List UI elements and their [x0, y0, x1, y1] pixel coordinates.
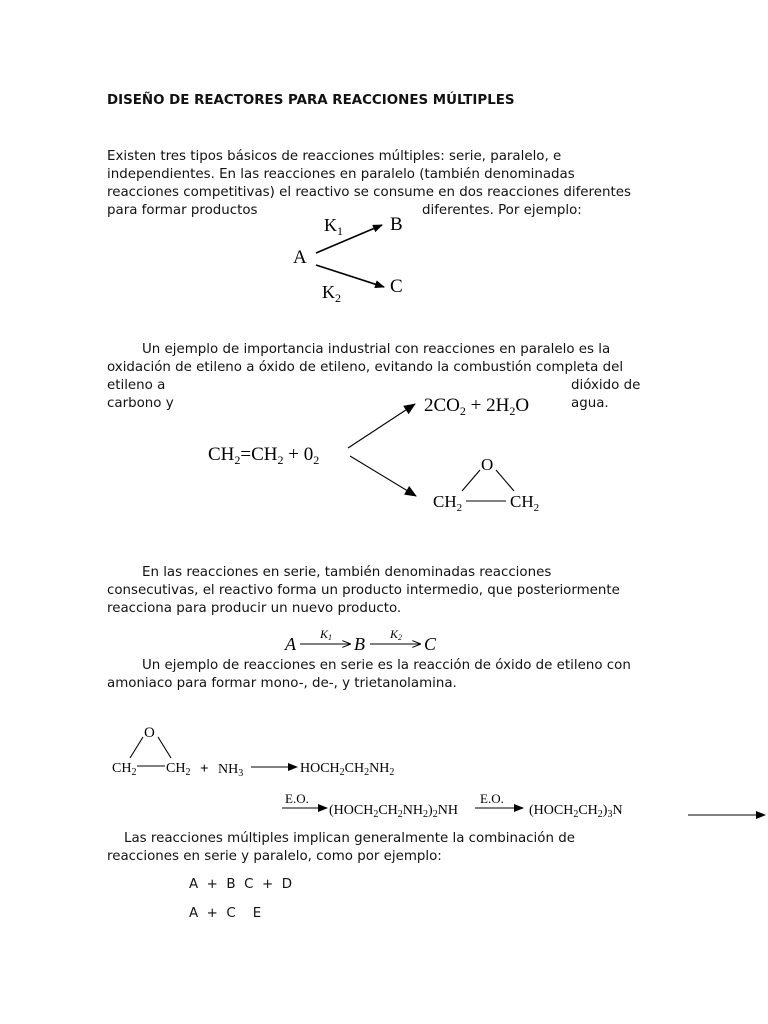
diethanolamine: $(HOCH_2CH_2NH_2)_2NH$: [329, 803, 458, 820]
triethanolamine: $(HOCH_2CH_2)_3N$: [529, 803, 623, 820]
p2-line3-right: dióxido de: [571, 378, 641, 393]
eo-label-1: E.O.: [285, 791, 309, 806]
p3-line3: reacciona para producir un nuevo producto.: [107, 601, 402, 616]
oxide-ch2-right: $CH_2$: [510, 492, 540, 514]
p1-line2: independientes. En las reacciones en paralelo (también denominadas: [107, 167, 575, 182]
p3-line1: En las reacciones en serie, también denominadas reacciones: [142, 565, 552, 580]
p2-line4-right: agua.: [571, 396, 609, 411]
p2-line4-left: carbono y: [107, 396, 174, 411]
p2-line3-left: etileno a: [107, 378, 166, 393]
p4-line2: amoniaco para formar mono-, de-, y trietanolamina.: [107, 676, 457, 691]
page-title: DISEÑO DE REACTORES PARA REACCIONES MÚLTIPLES: [107, 93, 515, 108]
p4-line1: Un ejemplo de reacciones en serie es la reacción de óxido de etileno con: [142, 658, 631, 673]
series-c: C: [424, 634, 437, 654]
series-a: A: [285, 634, 296, 654]
series-k1: K1: [320, 627, 333, 642]
oxide-ch2-left: $CH_2$: [433, 492, 463, 514]
amine-oxide-oxygen: O: [144, 725, 155, 741]
product-c: C: [390, 276, 403, 297]
oxide-bond-left: [462, 470, 480, 491]
p1-line4-right: diferentes. Por ejemplo:: [422, 203, 582, 218]
series-reaction-scheme: [280, 625, 450, 655]
p1-line3: reacciones competitivas) el reactivo se consume en dos reacciones diferentes: [107, 185, 631, 200]
combo-reaction-2: A + C E: [189, 906, 262, 921]
p1-line4-left: para formar productos: [107, 203, 258, 218]
amine-oxide-ch2-left: $CH_2$: [112, 761, 137, 778]
oxide-oxygen: O: [481, 455, 494, 474]
series-k2: K2: [390, 627, 403, 642]
p5-line1: Las reacciones múltiples implican generalmente la combinación de: [124, 831, 575, 846]
p1-line1: Existen tres tipos básicos de reacciones múltiples: serie, paralelo, e: [107, 149, 562, 164]
ammonia: $NH_3$: [218, 762, 244, 779]
amine-plus: +: [200, 761, 209, 777]
reactant-a: A: [293, 247, 307, 268]
amine-oxide-bond-left: [130, 737, 143, 758]
monoethanolamine: $HOCH_2CH_2NH_2$: [300, 761, 395, 778]
combustion-products: $2CO_2 + 2H_2O$: [424, 395, 530, 418]
ethylene-oxidation-scheme: [200, 388, 565, 523]
p5-line2: reacciones en serie y paralelo, como por ejemplo:: [107, 849, 442, 864]
k1-label: $K_1$: [324, 215, 343, 238]
amine-oxide-bond-right: [158, 737, 171, 758]
parallel-reaction-scheme: [280, 205, 430, 310]
k2-label: $K_2$: [322, 282, 341, 305]
ethylene-reactant: $CH_2=CH_2 + 0_2$: [208, 444, 320, 467]
product-b: B: [390, 214, 403, 235]
combo-reaction-1: A + B C + D: [189, 877, 293, 892]
arrow-to-oxide: [350, 456, 416, 496]
p2-line2: oxidación de etileno a óxido de etileno, evitando la combustión completa del: [107, 360, 624, 375]
p2-line1: Un ejemplo de importancia industrial con reacciones en paralelo es la: [142, 342, 611, 357]
amine-oxide-ch2-right: $CH_2$: [166, 761, 191, 778]
ethanolamine-scheme: [105, 720, 768, 830]
p3-line2: consecutivas, el reactivo forma un producto intermedio, que posteriormente: [107, 583, 620, 598]
oxide-bond-right: [496, 470, 514, 491]
eo-label-2: E.O.: [480, 791, 504, 806]
series-b: B: [354, 634, 365, 654]
arrow-to-combustion: [348, 404, 415, 448]
